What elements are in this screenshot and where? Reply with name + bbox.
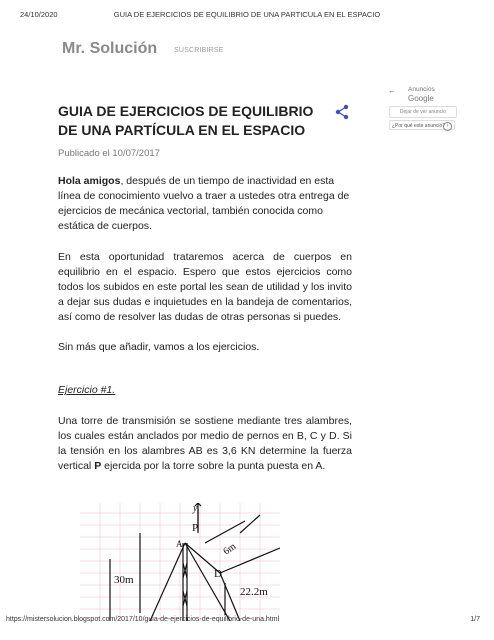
ads-label: Anuncios (408, 86, 435, 93)
google-label: Google (408, 94, 434, 103)
paragraph-opportunity: En esta oportunidad trataremos acerca de cuerpos en equilibrio en el espacio. Espero que estos ejercicios como todos los subidos en este portal les sean de utilidad y los invito a dejar sus dudas e inquietudes en la bandeja de comentarios, así como de resolver las dudas de otras personas si puedes. (58, 251, 352, 323)
why-this-ad-button[interactable] (389, 120, 455, 130)
figure-label-30m: 30m (114, 574, 134, 586)
exercise-text-a: Una torre de transmisión se sostiene mediante tres alambres, los cuales están anclados por medio de pernos en B, C y D. Si la tensión en los alambres AB es 3,6 KN determine la fuerza vertical (58, 415, 352, 472)
print-date: 24/10/2020 (20, 10, 58, 19)
ad-box (386, 86, 462, 134)
share-icon[interactable] (334, 104, 350, 120)
post-title: GUIA DE EJERCICIOS DE EQUILIBRIO DE UNA PARTÍCULA EN EL ESPACIO (58, 103, 314, 138)
exercise-figure (80, 503, 280, 621)
print-footer (0, 616, 494, 628)
print-url: https://mistersolucion.blogspot.com/2017/10/guia-de-ejercicios-de-equilibrio-de-una.html (6, 616, 280, 623)
intro-text: , después de un tiempo de inactividad en esta línea de conocimiento vuelvo a traer a ustedes otra entrega de ejercicios de mecánica vectorial, también conocida como estática de cuerpos. (58, 175, 350, 232)
figure-label-6m: 6m (221, 541, 239, 558)
figure-label-a: A (176, 539, 183, 549)
published-date: Publicado el 10/07/2017 (58, 148, 160, 159)
print-title: GUIA DE EJERCICIOS DE EQUILIBRIO DE UNA PARTICULA EN EL ESPACIO (113, 10, 381, 19)
back-arrow-icon[interactable]: ← (388, 86, 396, 95)
figure-label-d: D (214, 568, 222, 580)
stop-seeing-ad-button[interactable]: Dejar de ver anuncio (389, 106, 457, 118)
figure-label-22m: 22.2m (240, 586, 268, 598)
print-header (0, 10, 494, 24)
paragraph-exercise (58, 414, 352, 474)
figure-label-p: P (192, 522, 199, 534)
exercise-title: Ejercicio #1. (58, 384, 116, 396)
greeting: Hola amigos (58, 175, 121, 187)
info-icon: i (443, 122, 452, 131)
subscribe-link[interactable]: SUSCRIBIRSE (174, 47, 224, 54)
paragraph-intro (58, 174, 352, 234)
paragraph-transition: Sin más que añadir, vamos a los ejercicios. (58, 341, 260, 353)
exercise-text-b: ejercida por la torre sobre la punta puesta en A. (101, 460, 326, 472)
exercise-force-p: P (94, 460, 102, 472)
site-title[interactable]: Mr. Solución (62, 40, 158, 57)
print-page-count: 1/7 (470, 616, 480, 623)
why-this-ad-label: ¿Por qué este anuncio? (392, 123, 446, 129)
figure-label-y: y (193, 503, 198, 514)
